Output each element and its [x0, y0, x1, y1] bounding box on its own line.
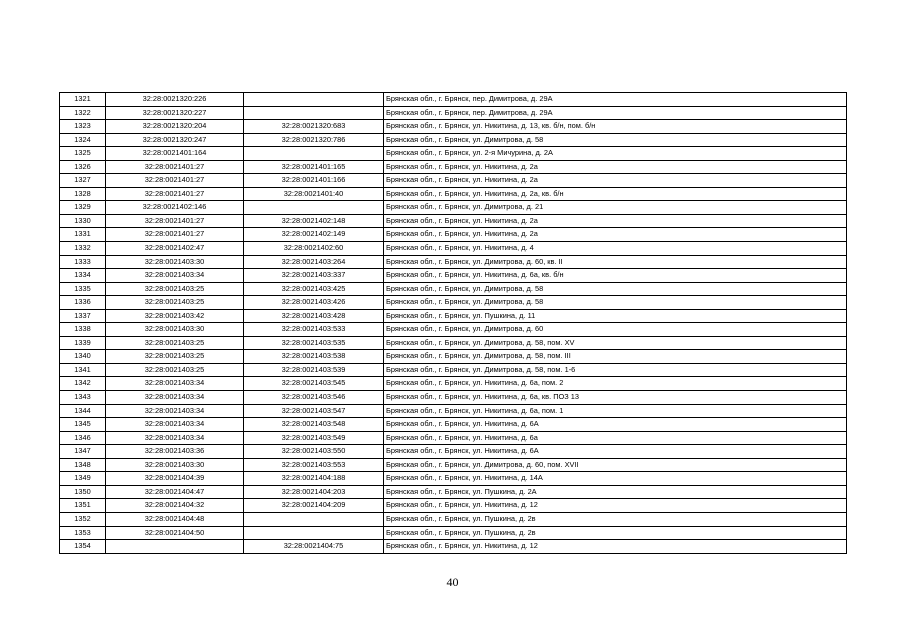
table-row	[60, 147, 847, 161]
row-number-cell: 1353	[60, 526, 106, 540]
address-cell: Брянская обл., г. Брянск, ул. Никитина, д. 6а, кв. б/н	[384, 269, 847, 283]
address-cell: Брянская обл., г. Брянск, ул. Никитина, д. 6а, пом. 2	[384, 377, 847, 391]
object-cadastral-number-cell: 32:28:0021404:209	[244, 499, 384, 513]
address-cell: Брянская обл., г. Брянск, ул. Пушкина, д. 2А	[384, 485, 847, 499]
land-cadastral-number-cell: 32:28:0021403:30	[106, 458, 244, 472]
land-cadastral-number-cell: 32:28:0021403:25	[106, 296, 244, 310]
object-cadastral-number-cell	[244, 526, 384, 540]
row-number-cell: 1326	[60, 160, 106, 174]
land-cadastral-number-cell: 32:28:0021403:25	[106, 363, 244, 377]
table-row	[60, 404, 847, 418]
land-cadastral-number-cell: 32:28:0021403:34	[106, 431, 244, 445]
row-number-cell: 1331	[60, 228, 106, 242]
land-cadastral-number-cell: 32:28:0021404:47	[106, 485, 244, 499]
row-number-cell: 1334	[60, 269, 106, 283]
object-cadastral-number-cell	[244, 201, 384, 215]
object-cadastral-number-cell: 32:28:0021401:165	[244, 160, 384, 174]
row-number-cell: 1342	[60, 377, 106, 391]
land-cadastral-number-cell: 32:28:0021403:30	[106, 323, 244, 337]
table-row	[60, 512, 847, 526]
address-cell: Брянская обл., г. Брянск, ул. Пушкина, д. 2в	[384, 512, 847, 526]
address-cell: Брянская обл., г. Брянск, ул. Димитрова, д. 58, пом. 1-6	[384, 363, 847, 377]
table-row	[60, 242, 847, 256]
land-cadastral-number-cell: 32:28:0021402:47	[106, 242, 244, 256]
address-cell: Брянская обл., г. Брянск, ул. Никитина, д. 6а, пом. 1	[384, 404, 847, 418]
object-cadastral-number-cell: 32:28:0021403:264	[244, 255, 384, 269]
object-cadastral-number-cell: 32:28:0021404:203	[244, 485, 384, 499]
table-row	[60, 174, 847, 188]
land-cadastral-number-cell: 32:28:0021404:48	[106, 512, 244, 526]
address-cell: Брянская обл., г. Брянск, ул. Димитрова, д. 58	[384, 133, 847, 147]
land-cadastral-number-cell: 32:28:0021401:27	[106, 160, 244, 174]
row-number-cell: 1341	[60, 363, 106, 377]
table-row	[60, 540, 847, 554]
land-cadastral-number-cell: 32:28:0021404:39	[106, 472, 244, 486]
row-number-cell: 1323	[60, 120, 106, 134]
table-row	[60, 499, 847, 513]
object-cadastral-number-cell: 32:28:0021403:535	[244, 336, 384, 350]
address-cell: Брянская обл., г. Брянск, ул. Никитина, д. 6А	[384, 418, 847, 432]
table-row	[60, 309, 847, 323]
land-cadastral-number-cell: 32:28:0021320:247	[106, 133, 244, 147]
table-row	[60, 214, 847, 228]
page-number: 40	[446, 575, 459, 589]
object-cadastral-number-cell: 32:28:0021402:60	[244, 242, 384, 256]
land-cadastral-number-cell: 32:28:0021403:34	[106, 377, 244, 391]
table-row	[60, 445, 847, 459]
land-cadastral-number-cell: 32:28:0021401:27	[106, 228, 244, 242]
object-cadastral-number-cell: 32:28:0021402:149	[244, 228, 384, 242]
address-cell: Брянская обл., г. Брянск, ул. Никитина, д. 4	[384, 242, 847, 256]
land-cadastral-number-cell: 32:28:0021403:34	[106, 391, 244, 405]
land-cadastral-number-cell: 32:28:0021401:27	[106, 187, 244, 201]
address-cell: Брянская обл., г. Брянск, ул. Пушкина, д. 2в	[384, 526, 847, 540]
land-cadastral-number-cell: 32:28:0021403:36	[106, 445, 244, 459]
object-cadastral-number-cell: 32:28:0021403:539	[244, 363, 384, 377]
row-number-cell: 1336	[60, 296, 106, 310]
land-cadastral-number-cell: 32:28:0021403:25	[106, 336, 244, 350]
table-row	[60, 485, 847, 499]
table-row	[60, 350, 847, 364]
address-cell: Брянская обл., г. Брянск, ул. Никитина, д. 6а, кв. ПОЗ 13	[384, 391, 847, 405]
row-number-cell: 1350	[60, 485, 106, 499]
object-cadastral-number-cell: 32:28:0021403:548	[244, 418, 384, 432]
row-number-cell: 1347	[60, 445, 106, 459]
land-cadastral-number-cell: 32:28:0021320:227	[106, 106, 244, 120]
row-number-cell: 1344	[60, 404, 106, 418]
land-cadastral-number-cell: 32:28:0021404:50	[106, 526, 244, 540]
row-number-cell: 1348	[60, 458, 106, 472]
row-number-cell: 1327	[60, 174, 106, 188]
address-cell: Брянская обл., г. Брянск, ул. Димитрова, д. 60, пом. XVII	[384, 458, 847, 472]
object-cadastral-number-cell: 32:28:0021403:533	[244, 323, 384, 337]
object-cadastral-number-cell: 32:28:0021403:538	[244, 350, 384, 364]
row-number-cell: 1332	[60, 242, 106, 256]
table-row	[60, 336, 847, 350]
object-cadastral-number-cell	[244, 147, 384, 161]
land-cadastral-number-cell: 32:28:0021320:226	[106, 93, 244, 107]
address-cell: Брянская обл., г. Брянск, ул. Димитрова, д. 58	[384, 296, 847, 310]
object-cadastral-number-cell: 32:28:0021320:786	[244, 133, 384, 147]
table-row	[60, 201, 847, 215]
table-row	[60, 363, 847, 377]
row-number-cell: 1354	[60, 540, 106, 554]
object-cadastral-number-cell: 32:28:0021403:426	[244, 296, 384, 310]
address-cell: Брянская обл., г. Брянск, ул. Пушкина, д. 11	[384, 309, 847, 323]
address-cell: Брянская обл., г. Брянск, ул. Никитина, д. 2а	[384, 174, 847, 188]
object-cadastral-number-cell: 32:28:0021403:425	[244, 282, 384, 296]
table-row	[60, 418, 847, 432]
address-cell: Брянская обл., г. Брянск, ул. Никитина, д. 6А	[384, 445, 847, 459]
object-cadastral-number-cell: 32:28:0021403:553	[244, 458, 384, 472]
row-number-cell: 1351	[60, 499, 106, 513]
registry-table-body	[60, 93, 847, 554]
table-row	[60, 93, 847, 107]
row-number-cell: 1335	[60, 282, 106, 296]
address-cell: Брянская обл., г. Брянск, ул. Димитрова, д. 58, пом. III	[384, 350, 847, 364]
row-number-cell: 1330	[60, 214, 106, 228]
land-cadastral-number-cell: 32:28:0021401:164	[106, 147, 244, 161]
land-cadastral-number-cell: 32:28:0021404:32	[106, 499, 244, 513]
row-number-cell: 1324	[60, 133, 106, 147]
land-cadastral-number-cell: 32:28:0021403:34	[106, 418, 244, 432]
row-number-cell: 1322	[60, 106, 106, 120]
land-cadastral-number-cell: 32:28:0021403:25	[106, 350, 244, 364]
row-number-cell: 1340	[60, 350, 106, 364]
land-cadastral-number-cell: 32:28:0021403:42	[106, 309, 244, 323]
land-cadastral-number-cell: 32:28:0021401:27	[106, 174, 244, 188]
table-row	[60, 187, 847, 201]
land-cadastral-number-cell: 32:28:0021402:146	[106, 201, 244, 215]
object-cadastral-number-cell: 32:28:0021403:428	[244, 309, 384, 323]
table-row	[60, 120, 847, 134]
address-cell: Брянская обл., г. Брянск, ул. Димитрова, д. 58, пом. XV	[384, 336, 847, 350]
table-row	[60, 431, 847, 445]
land-cadastral-number-cell: 32:28:0021401:27	[106, 214, 244, 228]
address-cell: Брянская обл., г. Брянск, ул. 2-я Мичурина, д. 2А	[384, 147, 847, 161]
land-cadastral-number-cell	[106, 540, 244, 554]
object-cadastral-number-cell: 32:28:0021401:166	[244, 174, 384, 188]
land-cadastral-number-cell: 32:28:0021403:25	[106, 282, 244, 296]
land-cadastral-number-cell: 32:28:0021320:204	[106, 120, 244, 134]
table-row	[60, 391, 847, 405]
object-cadastral-number-cell: 32:28:0021401:40	[244, 187, 384, 201]
address-cell: Брянская обл., г. Брянск, ул. Никитина, д. 12	[384, 540, 847, 554]
row-number-cell: 1343	[60, 391, 106, 405]
table-row	[60, 296, 847, 310]
row-number-cell: 1339	[60, 336, 106, 350]
row-number-cell: 1345	[60, 418, 106, 432]
address-cell: Брянская обл., г. Брянск, ул. Димитрова, д. 60, кв. II	[384, 255, 847, 269]
row-number-cell: 1329	[60, 201, 106, 215]
object-cadastral-number-cell: 32:28:0021404:75	[244, 540, 384, 554]
row-number-cell: 1321	[60, 93, 106, 107]
row-number-cell: 1328	[60, 187, 106, 201]
address-cell: Брянская обл., г. Брянск, ул. Димитрова, д. 58	[384, 282, 847, 296]
object-cadastral-number-cell: 32:28:0021402:148	[244, 214, 384, 228]
row-number-cell: 1333	[60, 255, 106, 269]
table-row	[60, 269, 847, 283]
address-cell: Брянская обл., г. Брянск, ул. Димитрова, д. 60	[384, 323, 847, 337]
row-number-cell: 1337	[60, 309, 106, 323]
object-cadastral-number-cell	[244, 106, 384, 120]
registry-table	[59, 92, 847, 554]
object-cadastral-number-cell: 32:28:0021403:546	[244, 391, 384, 405]
object-cadastral-number-cell	[244, 93, 384, 107]
address-cell: Брянская обл., г. Брянск, ул. Никитина, д. 2а	[384, 214, 847, 228]
table-row	[60, 160, 847, 174]
address-cell: Брянская обл., г. Брянск, ул. Никитина, д. 2а, кв. б/н	[384, 187, 847, 201]
row-number-cell: 1352	[60, 512, 106, 526]
table-row	[60, 133, 847, 147]
object-cadastral-number-cell: 32:28:0021403:337	[244, 269, 384, 283]
land-cadastral-number-cell: 32:28:0021403:30	[106, 255, 244, 269]
address-cell: Брянская обл., г. Брянск, ул. Никитина, д. 6а	[384, 431, 847, 445]
address-cell: Брянская обл., г. Брянск, ул. Никитина, д. 12	[384, 499, 847, 513]
object-cadastral-number-cell: 32:28:0021403:550	[244, 445, 384, 459]
land-cadastral-number-cell: 32:28:0021403:34	[106, 404, 244, 418]
table-row	[60, 526, 847, 540]
address-cell: Брянская обл., г. Брянск, пер. Димитрова, д. 29А	[384, 106, 847, 120]
object-cadastral-number-cell: 32:28:0021320:683	[244, 120, 384, 134]
address-cell: Брянская обл., г. Брянск, ул. Никитина, д. 13, кв. б/н, пом. б/н	[384, 120, 847, 134]
table-row	[60, 282, 847, 296]
table-row	[60, 377, 847, 391]
table-row	[60, 255, 847, 269]
table-row	[60, 228, 847, 242]
object-cadastral-number-cell: 32:28:0021403:547	[244, 404, 384, 418]
table-row	[60, 106, 847, 120]
address-cell: Брянская обл., г. Брянск, ул. Димитрова, д. 21	[384, 201, 847, 215]
address-cell: Брянская обл., г. Брянск, ул. Никитина, д. 14А	[384, 472, 847, 486]
row-number-cell: 1346	[60, 431, 106, 445]
object-cadastral-number-cell: 32:28:0021403:549	[244, 431, 384, 445]
address-cell: Брянская обл., г. Брянск, ул. Никитина, д. 2а	[384, 160, 847, 174]
land-cadastral-number-cell: 32:28:0021403:34	[106, 269, 244, 283]
table-row	[60, 323, 847, 337]
table-row	[60, 472, 847, 486]
address-cell: Брянская обл., г. Брянск, пер. Димитрова, д. 29А	[384, 93, 847, 107]
row-number-cell: 1349	[60, 472, 106, 486]
table-row	[60, 458, 847, 472]
row-number-cell: 1338	[60, 323, 106, 337]
object-cadastral-number-cell: 32:28:0021403:545	[244, 377, 384, 391]
address-cell: Брянская обл., г. Брянск, ул. Никитина, д. 2а	[384, 228, 847, 242]
object-cadastral-number-cell: 32:28:0021404:188	[244, 472, 384, 486]
row-number-cell: 1325	[60, 147, 106, 161]
object-cadastral-number-cell	[244, 512, 384, 526]
